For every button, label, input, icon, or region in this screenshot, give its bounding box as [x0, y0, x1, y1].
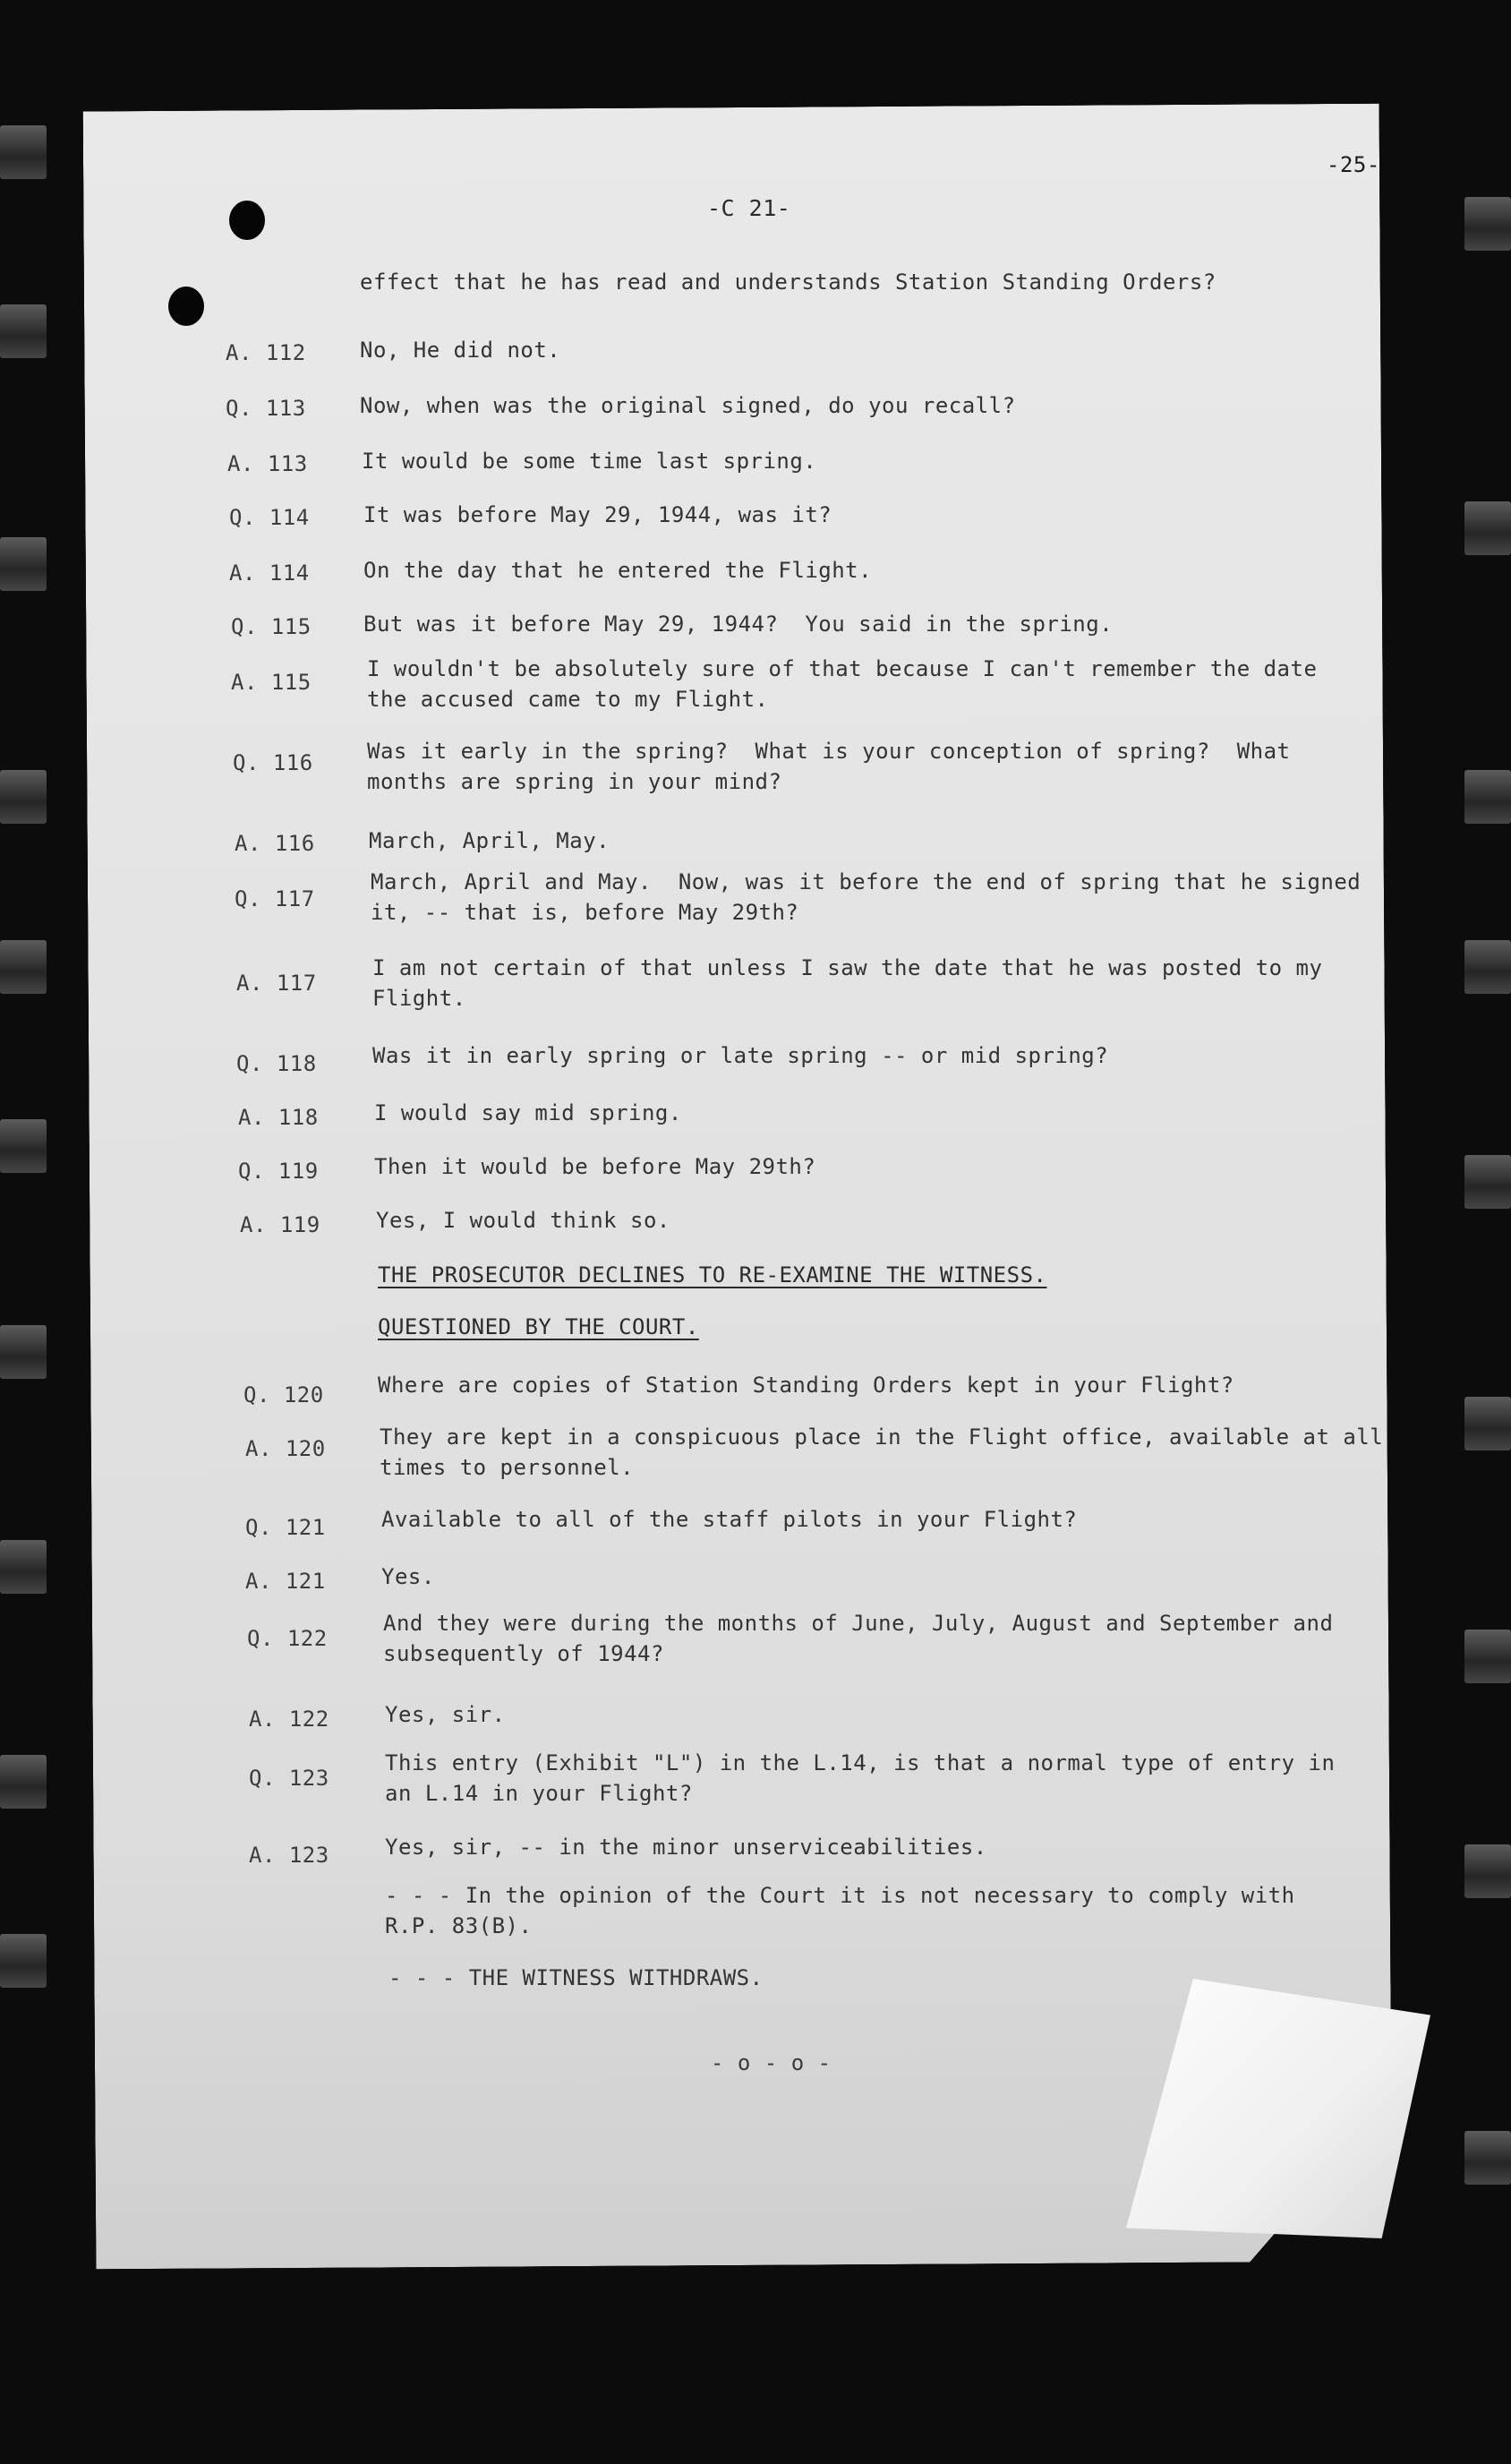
entry-label: Q. 119	[238, 1159, 319, 1184]
entry-text: This entry (Exhibit "L") in the L.14, is that a normal type of entry in an L.14 in your Flight?	[385, 1750, 1336, 1806]
entry-text: March, April and May. Now, was it before the end of spring that he signed it, -- that is, before May 29th?	[371, 869, 1362, 925]
entry-text: No, He did not.	[360, 338, 561, 363]
entry-text: Then it would be before May 29th?	[374, 1154, 816, 1179]
entry-label: A. 118	[238, 1105, 319, 1130]
entry-text: I wouldn't be absolutely sure of that because I can't remember the date the accused came to my Flight.	[367, 656, 1318, 712]
entry-label: Q. 114	[229, 505, 310, 530]
entry-text: March, April, May.	[369, 828, 610, 853]
continuation-text: effect that he has read and understands Station Standing Orders?	[360, 270, 1216, 295]
entry-text: Was it early in the spring? What is your conception of spring? What months are spring in your mind?	[367, 739, 1291, 794]
entry-label: Q. 113	[226, 396, 306, 421]
entry-text: Where are copies of Station Standing Orders kept in your Flight?	[378, 1373, 1234, 1398]
entry-text: Yes.	[381, 1564, 435, 1589]
entry-label: Q. 123	[249, 1766, 329, 1791]
entry-label: Q. 118	[236, 1051, 317, 1076]
entry-label: Q. 121	[245, 1515, 326, 1540]
entry-label: Q. 120	[243, 1382, 324, 1407]
section-heading: THE PROSECUTOR DECLINES TO RE-EXAMINE THE WITNESS.	[378, 1262, 1047, 1288]
closing-mark: - o - o -	[711, 2050, 832, 2075]
entry-text: Yes, I would think so.	[376, 1208, 670, 1233]
entry-text: Was it in early spring or late spring -- or mid spring?	[372, 1043, 1109, 1068]
entry-label: A. 119	[240, 1212, 320, 1237]
entry-text: But was it before May 29, 1944? You said in the spring.	[363, 612, 1114, 637]
entry-label: A. 121	[245, 1569, 326, 1594]
entry-text: Yes, sir.	[385, 1702, 506, 1727]
entry-label: Q. 122	[247, 1626, 328, 1651]
section-heading: QUESTIONED BY THE COURT.	[378, 1314, 699, 1339]
entry-label: A. 114	[229, 560, 310, 586]
entry-text: Now, when was the original signed, do you recall?	[360, 393, 1016, 418]
entry-label: A. 112	[226, 340, 306, 365]
page-number: -25-	[1327, 152, 1380, 177]
entry-text: They are kept in a conspicuous place in the Flight office, available at all times to personnel.	[380, 1424, 1384, 1480]
entry-text: I would say mid spring.	[374, 1100, 682, 1125]
court-opinion-note: - - - In the opinion of the Court it is not necessary to comply with R.P. 83(B).	[385, 1883, 1295, 1938]
entry-text: On the day that he entered the Flight.	[363, 558, 873, 583]
entry-text: And they were during the months of June, July, August and September and subsequently of 1944?	[383, 1611, 1334, 1666]
entry-label: A. 122	[249, 1707, 329, 1732]
entry-label: A. 120	[245, 1436, 326, 1461]
entry-text: Available to all of the staff pilots in your Flight?	[381, 1507, 1078, 1532]
entry-text: Yes, sir, -- in the minor unserviceabilities.	[385, 1835, 987, 1860]
entry-label: Q. 117	[235, 886, 315, 911]
entry-label: A. 115	[231, 670, 312, 695]
entry-text: It would be some time last spring.	[362, 449, 817, 474]
entry-text: I am not certain of that unless I saw the date that he was posted to my Flight.	[372, 955, 1323, 1011]
entry-label: Q. 115	[231, 614, 312, 639]
entry-label: A. 116	[235, 831, 315, 856]
entry-label: Q. 116	[233, 750, 313, 775]
entry-label: A. 113	[227, 451, 308, 476]
entry-label: A. 117	[236, 971, 317, 996]
witness-withdraws-note: - - - THE WITNESS WITHDRAWS.	[388, 1965, 764, 1990]
page-title: -C 21-	[707, 195, 791, 221]
entry-label: A. 123	[249, 1843, 329, 1868]
entry-text: It was before May 29, 1944, was it?	[363, 502, 832, 527]
